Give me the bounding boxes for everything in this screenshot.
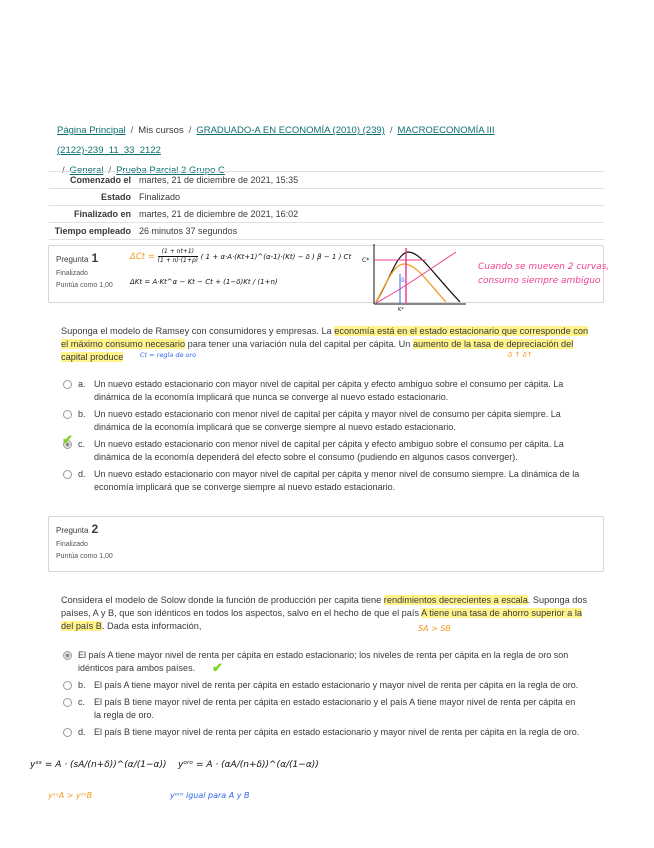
radio-button[interactable]: [63, 698, 72, 707]
breadcrumb-home-link[interactable]: Página Principal: [57, 125, 126, 136]
handwritten-note-line: consumo siempre ambiguo: [478, 276, 601, 286]
question-text-part: Suponga el modelo de Ramsey con consumidores y empresas. La: [61, 326, 335, 336]
handwritten-equation-2: [130, 278, 278, 286]
radio-button[interactable]: [63, 681, 72, 690]
answer-option[interactable]: [63, 438, 583, 464]
question-2-answers: [63, 649, 583, 743]
question-score: Puntúa como 1,00: [56, 282, 113, 289]
handwritten-note-oro: yᵒʳᵒ igual para A y B: [170, 791, 250, 800]
handwritten-equation-1: [130, 248, 351, 265]
answer-text: Un nuevo estado estacionario con menor nivel de capital per cápita y efecto ambiguo sobre el consumo per cápita. La dinámica de la economía dependerá del efecto sobre el consumo (pudiendo en algunos casos converger).: [94, 439, 564, 462]
question-1-answers: [63, 378, 583, 498]
graph-curve-orange: [376, 264, 446, 302]
answer-text: El país A tiene mayor nivel de renta per cápita en estado estacionario; los niveles de renta per cápita en la regla de oro son idénticos para ambos países.: [78, 650, 569, 673]
answer-option[interactable]: [63, 378, 583, 404]
radio-button-selected[interactable]: [63, 651, 72, 660]
answer-letter: d.: [78, 469, 86, 479]
checkmark-icon: ✔: [212, 660, 223, 675]
answer-option[interactable]: [63, 408, 583, 434]
summary-value: martes, 21 de diciembre de 2021, 16:02: [139, 209, 299, 219]
question-number-value: 1: [91, 251, 99, 265]
answer-text: El país A tiene mayor nivel de renta per cápita en estado estacionario y mayor nivel de renta per cápita en la regla de oro.: [94, 680, 579, 690]
answer-text: El país B tiene mayor nivel de renta per cápita en estado estacionario y mayor nivel de renta per cápita en la regla de oro.: [94, 727, 580, 737]
radio-button[interactable]: [63, 410, 72, 419]
answer-option[interactable]: [63, 726, 583, 739]
question-2-info: [48, 516, 604, 572]
breadcrumb-separator: /: [62, 165, 65, 176]
question-text-part: . Dada esta información,: [101, 621, 202, 631]
breadcrumb-program-link[interactable]: GRADUADO-A EN ECONOMÍA (2010) (239): [196, 125, 385, 136]
answer-letter: b.: [78, 409, 86, 419]
handwritten-eq1-mid: ( 1 + α·A·(Kt+1)^(α-1)·(Kt) − δ ) β − 1 ) Ct: [200, 253, 352, 261]
breadcrumb-course-link[interactable]: MACROECONOMÍA III (2122)-239_11_33_2122: [57, 125, 495, 156]
handwritten-eq1-lhs: ΔCt =: [130, 252, 155, 262]
breadcrumb-separator: /: [389, 125, 393, 136]
question-label: Pregunta: [56, 526, 89, 535]
handwritten-formula-steady-state: yˢˢ = A · (sA/(n+δ))^(α/(1−α)): [30, 760, 167, 770]
answer-option[interactable]: [63, 679, 583, 692]
breadcrumb-separator: /: [108, 165, 112, 176]
question-text-part: para tener una variación nula del capital per cápita. Un: [185, 339, 413, 349]
answer-text: Un nuevo estado estacionario con mayor nivel de capital per cápita y menor nivel de consumo siempre. La dinámica de la economía implicará que se converge siempre al nuevo estado estacionario.: [94, 469, 580, 492]
answer-letter: a.: [78, 379, 86, 389]
checkmark-icon: ✔: [62, 432, 73, 447]
answer-option[interactable]: [63, 649, 583, 675]
handwritten-note-golden-rule: Ct = regla de oro: [140, 351, 197, 359]
handwritten-note-ss: yˢˢA > yˢˢB: [48, 791, 93, 800]
answer-text: Un nuevo estado estacionario con mayor nivel de capital per cápita y efecto ambiguo sobre el consumo per cápita. La dinámica de la economía implicará que nunca se converge al nuevo estado estacionario.: [94, 379, 564, 402]
answer-option[interactable]: [63, 696, 583, 722]
handwritten-formula-golden-rule: yᵒʳᵒ = A · (αA/(n+δ))^(α/(1−α)): [178, 760, 319, 770]
handwritten-eq1-denominator: (1 + n)·(1+ρ): [157, 257, 199, 264]
question-text-part: Considera el modelo de Solow donde la función de producción per capita tiene: [61, 595, 384, 605]
breadcrumb-quiz-link[interactable]: Prueba Parcial 2 Grupo C: [116, 165, 225, 176]
question-label: Pregunta: [56, 255, 89, 264]
answer-letter: d.: [78, 727, 86, 737]
summary-key: Tiempo empleado: [54, 226, 131, 236]
radio-button[interactable]: [63, 470, 72, 479]
breadcrumb-separator: /: [130, 125, 134, 136]
graph-label-k: K*: [398, 307, 404, 312]
summary-key: Comenzado el: [69, 175, 131, 185]
breadcrumb-general-link[interactable]: General: [69, 165, 104, 176]
summary-value: martes, 21 de diciembre de 2021, 15:35: [139, 175, 299, 185]
handwritten-note-savings: SA > SB: [418, 624, 451, 633]
graph-label-c: C*: [362, 257, 370, 264]
highlighted-text: A tiene una tasa de ahorro superior a la del país B: [61, 608, 582, 631]
handwritten-note-line: Cuando se mueven 2 curvas,: [478, 262, 610, 272]
radio-button[interactable]: [63, 728, 72, 737]
question-score: Puntúa como 1,00: [56, 553, 113, 560]
attempt-summary-table: [49, 171, 604, 240]
breadcrumb-separator: /: [188, 125, 192, 136]
answer-letter: c.: [78, 697, 86, 707]
answer-letter: c.: [78, 439, 86, 449]
graph-label-delta: δ: [401, 277, 405, 284]
handwritten-eq2-text: ΔKt = A·Kt^α − Kt − Ct + (1−δ)Kt / (1+n): [130, 278, 278, 286]
highlighted-text: economía está en el estado estacionario que corresponde con el máximo consumo necesario: [61, 326, 589, 349]
answer-letter: b.: [78, 680, 86, 690]
answer-option[interactable]: [63, 468, 583, 494]
summary-row: [49, 172, 604, 189]
question-status: Finalizado: [56, 541, 88, 548]
question-status: Finalizado: [56, 270, 88, 277]
question-text-part: . Suponga dos países, A y B, que son idénticos en todos los aspectos, salvo en el hecho de que el país: [61, 595, 588, 618]
question-number: [56, 522, 596, 536]
summary-key: Finalizado en: [73, 209, 131, 219]
summary-row: [49, 206, 604, 223]
question-number-value: 2: [91, 522, 99, 536]
highlighted-text: aumento de la tasa de depreciación del capital produce: [61, 339, 574, 362]
handwritten-eq1-numerator: (1 + nt+1): [158, 248, 198, 257]
highlighted-text: rendimientos decrecientes a escala: [383, 595, 528, 605]
radio-button[interactable]: [63, 380, 72, 389]
summary-row: [49, 223, 604, 240]
handwritten-graph: [360, 240, 470, 312]
question-2-text: [61, 594, 591, 633]
handwritten-note-right: [478, 260, 609, 288]
summary-value: 26 minutos 37 segundos: [139, 226, 238, 236]
breadcrumb-courses: Mis cursos: [138, 125, 184, 136]
handwritten-eq1-fraction: [158, 248, 198, 265]
summary-key: Estado: [100, 192, 131, 202]
answer-text: El país B tiene mayor nivel de renta per cápita en estado estacionario y el país A tiene mayor nivel de renta per cápita en la regla de oro.: [94, 697, 576, 720]
summary-row: [49, 189, 604, 206]
handwritten-note-delta: δ ↑ δ↑: [508, 351, 533, 359]
answer-text: Un nuevo estado estacionario con menor nivel de capital per cápita y mayor nivel de consumo per cápita siempre. La dinámica de la economía implicará que se converge siempre al nuevo estado estacionario.: [94, 409, 561, 432]
summary-value: Finalizado: [139, 192, 181, 202]
